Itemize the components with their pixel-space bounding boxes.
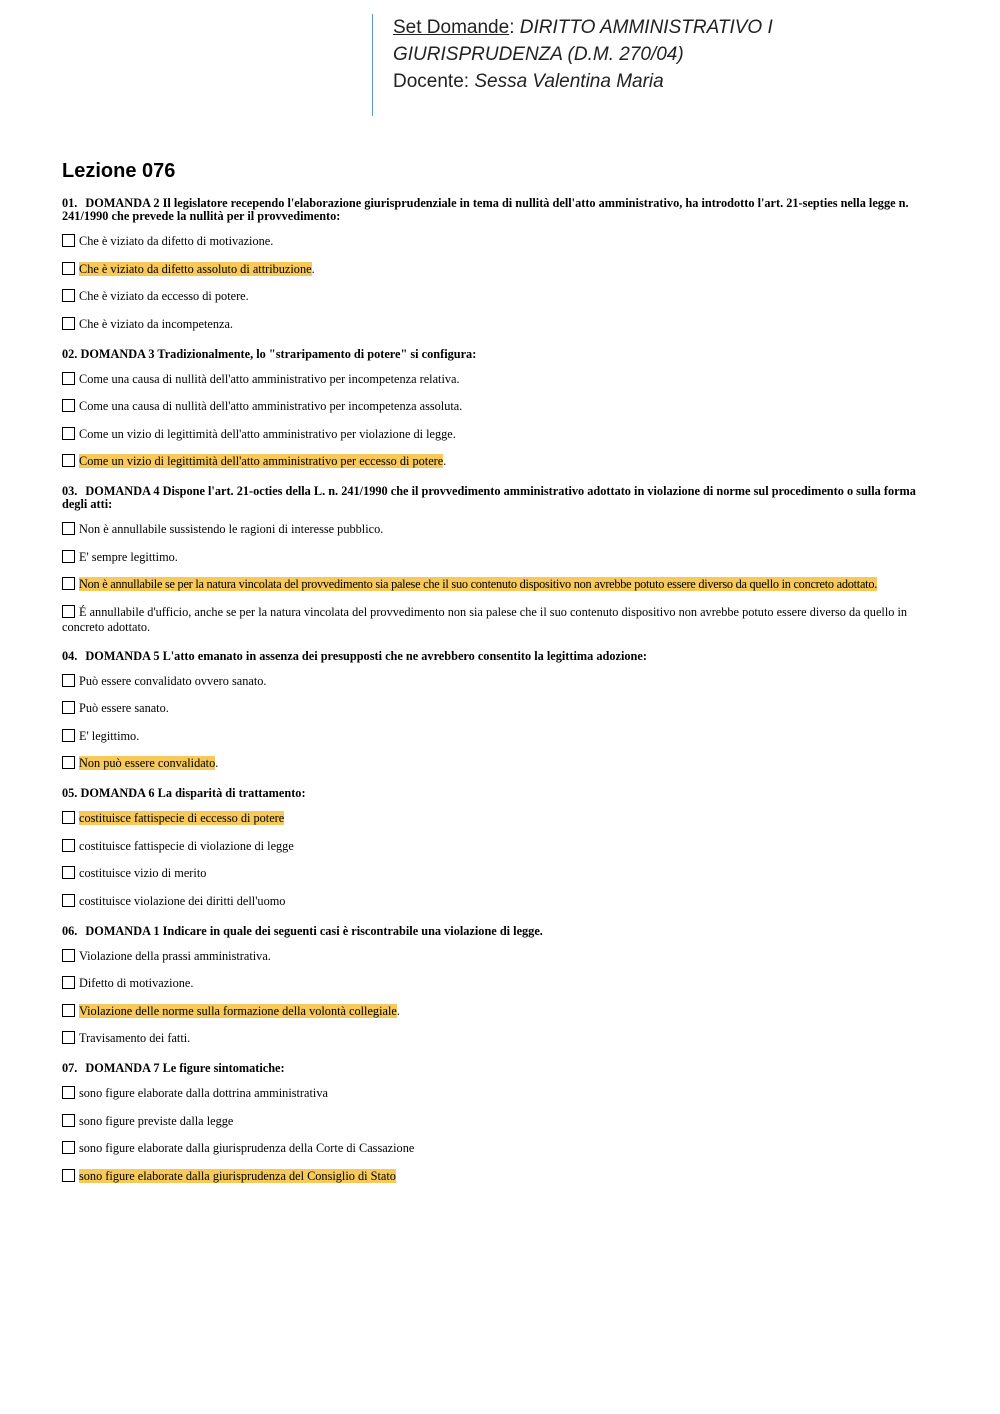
question-body: DOMANDA 7 Le figure sintomatiche: <box>85 1061 285 1075</box>
answer-text: Che è viziato da difetto di motivazione. <box>79 234 274 248</box>
answer-text: Come una causa di nullità dell'atto amministrativo per incompetenza relativa. <box>79 371 460 386</box>
question-body: DOMANDA 6 La disparità di trattamento: <box>80 786 306 800</box>
answer-checkbox[interactable] <box>62 522 75 535</box>
answer-text: É annullabile d'ufficio, anche se per la natura vincolata del provvedimento non sia palese che il suo contenuto dispositivo non avrebbe potuto essere diverso da quello in concreto adottato. <box>62 604 908 634</box>
answer-option-correct <box>62 262 938 278</box>
question-text <box>62 925 938 938</box>
answer-checkbox[interactable] <box>62 839 75 852</box>
subject-line <box>393 41 773 68</box>
answer-option-correct <box>62 454 938 470</box>
question-body: DOMANDA 1 Indicare in quale dei seguenti casi è riscontrabile una violazione di legge. <box>85 923 543 938</box>
answer-text: Travisamento dei fatti. <box>79 1031 191 1045</box>
question-text <box>62 787 938 800</box>
answer-checkbox[interactable] <box>62 866 75 879</box>
answer-checkbox[interactable] <box>62 427 75 440</box>
answer-suffix: . <box>311 261 315 276</box>
question-text <box>62 650 938 663</box>
answer-option <box>62 1031 938 1047</box>
answer-checkbox[interactable] <box>62 811 75 824</box>
answer-checkbox[interactable] <box>62 289 75 302</box>
answer-checkbox[interactable] <box>62 372 75 385</box>
teacher-label: Docente: <box>393 71 475 92</box>
answer-option <box>62 701 938 717</box>
answer-checkbox[interactable] <box>62 605 75 618</box>
question <box>62 348 938 471</box>
answer-text: Come una causa di nullità dell'atto amministrativo per incompetenza assoluta. <box>79 399 463 413</box>
answer-option-correct <box>62 577 938 593</box>
set-label: Set Domande <box>393 17 510 38</box>
question-text <box>62 1062 938 1075</box>
answer-text: sono figure previste dalla legge <box>79 1113 234 1128</box>
answer-checkbox[interactable] <box>62 399 75 412</box>
answer-suffix: . <box>443 454 447 468</box>
answer-option <box>62 317 938 333</box>
answer-checkbox[interactable] <box>62 1031 75 1044</box>
answer-text-highlighted: Che è viziato da difetto assoluto di attribuzione <box>79 261 312 276</box>
question <box>62 650 938 773</box>
answer-option <box>62 550 938 566</box>
subject-line-1: DIRITTO AMMINISTRATIVO I <box>519 17 773 38</box>
answer-text: Che è viziato da incompetenza. <box>79 316 233 331</box>
answer-checkbox[interactable] <box>62 756 75 769</box>
answer-text: Violazione della prassi amministrativa. <box>79 948 271 963</box>
question-number: 07. <box>62 1061 78 1075</box>
answer-option-correct <box>62 1169 938 1185</box>
answer-option <box>62 1086 938 1102</box>
answer-text: Come un vizio di legittimità dell'atto amministrativo per violazione di legge. <box>79 426 456 441</box>
answer-option <box>62 427 938 443</box>
answer-checkbox[interactable] <box>62 550 75 563</box>
answer-option <box>62 522 938 538</box>
answer-text: costituisce vizio di merito <box>79 866 207 880</box>
answer-checkbox[interactable] <box>62 262 75 275</box>
answer-text: costituisce violazione dei diritti dell'uomo <box>79 893 286 908</box>
answer-text-highlighted: Come un vizio di legittimità dell'atto amministrativo per eccesso di potere <box>79 454 444 468</box>
question <box>62 197 938 333</box>
answer-checkbox[interactable] <box>62 1086 75 1099</box>
answer-text: Che è viziato da eccesso di potere. <box>79 289 249 303</box>
answer-text: E' legittimo. <box>79 728 140 743</box>
question-text <box>62 348 938 361</box>
question <box>62 1062 938 1185</box>
answer-option-correct <box>62 811 938 827</box>
question-number: 06. <box>62 923 78 938</box>
question-number: 05. <box>62 786 78 800</box>
answer-text-highlighted: Violazione delle norme sulla formazione della volontà collegiale <box>79 1003 397 1018</box>
lesson-title: Lezione 076 <box>62 160 176 182</box>
answer-option <box>62 674 938 690</box>
answer-checkbox[interactable] <box>62 976 75 989</box>
question-number: 04. <box>62 648 78 663</box>
answer-text-highlighted: sono figure elaborate dalla giurisprudenza del Consiglio di Stato <box>79 1168 396 1183</box>
question-body: DOMANDA 2 Il legislatore recependo l'elaborazione giurisprudenziale in tema di nullità dell'atto amministrativo, ha introdotto l'art. 21-septies nella legge n. 241/1990 che prevede la nullità per il provvedimento: <box>62 196 909 223</box>
answer-checkbox[interactable] <box>62 949 75 962</box>
answer-checkbox[interactable] <box>62 1114 75 1127</box>
answer-option <box>62 839 938 855</box>
answer-text: sono figure elaborate dalla dottrina amministrativa <box>79 1086 328 1100</box>
answer-option <box>62 866 938 882</box>
answer-text: sono figure elaborate dalla giurisprudenza della Corte di Cassazione <box>79 1141 415 1155</box>
question-text <box>62 485 938 511</box>
answer-text-highlighted: Non è annullabile se per la natura vincolata del provvedimento sia palese che il suo contenuto dispositivo non avrebbe potuto essere diverso da quello in concreto adottato. <box>79 577 878 591</box>
answer-option <box>62 949 938 965</box>
answer-checkbox[interactable] <box>62 1141 75 1154</box>
answer-text: Può essere convalidato ovvero sanato. <box>79 673 267 688</box>
answer-text-highlighted: costituisce fattispecie di eccesso di potere <box>79 811 285 825</box>
answer-text: Può essere sanato. <box>79 701 169 715</box>
set-separator: : <box>509 17 520 38</box>
question-number: 03. <box>62 484 78 498</box>
answer-checkbox[interactable] <box>62 317 75 330</box>
answer-option <box>62 605 938 635</box>
answer-option <box>62 1114 938 1130</box>
question-number: 01. <box>62 196 78 210</box>
answer-option <box>62 399 938 415</box>
answer-text: costituisce fattispecie di violazione di legge <box>79 838 294 853</box>
answer-text: E' sempre legittimo. <box>79 549 178 564</box>
answer-option <box>62 234 938 250</box>
answer-checkbox[interactable] <box>62 674 75 687</box>
answer-option <box>62 372 938 388</box>
answer-checkbox[interactable] <box>62 1169 75 1182</box>
question <box>62 485 938 635</box>
question-body: DOMANDA 3 Tradizionalmente, lo "straripamento di potere" si configura: <box>80 346 477 361</box>
question-list <box>62 197 938 1200</box>
question-body: DOMANDA 4 Dispone l'art. 21-octies della L. n. 241/1990 che il provvedimento amministrativo adottato in violazione di norme sul procedimento o sulla forma degli atti: <box>62 484 916 511</box>
document-header <box>372 14 773 116</box>
answer-checkbox[interactable] <box>62 234 75 247</box>
answer-checkbox[interactable] <box>62 701 75 714</box>
answer-option-correct <box>62 756 938 772</box>
answer-text: Difetto di motivazione. <box>79 976 194 990</box>
question-number: 02. <box>62 346 78 361</box>
question <box>62 925 938 1048</box>
answer-suffix: . <box>396 1003 400 1018</box>
question <box>62 787 938 910</box>
answer-option-correct <box>62 1004 938 1020</box>
subject-line-2: GIURISPRUDENZA (D.M. 270/04) <box>393 44 684 65</box>
answer-suffix: . <box>215 756 219 770</box>
set-line <box>393 14 773 41</box>
answer-option <box>62 289 938 305</box>
answer-option <box>62 976 938 992</box>
teacher-name: Sessa Valentina Maria <box>474 71 664 92</box>
answer-text: Non è annullabile sussistendo le ragioni di interesse pubblico. <box>79 522 384 536</box>
answer-checkbox[interactable] <box>62 894 75 907</box>
question-body: DOMANDA 5 L'atto emanato in assenza dei presupposti che ne avrebbero consentito la legittima adozione: <box>85 648 647 663</box>
answer-checkbox[interactable] <box>62 1004 75 1017</box>
answer-option <box>62 1141 938 1157</box>
teacher-line <box>393 68 773 95</box>
answer-option <box>62 729 938 745</box>
answer-checkbox[interactable] <box>62 729 75 742</box>
question-text <box>62 197 938 223</box>
answer-checkbox[interactable] <box>62 454 75 467</box>
answer-checkbox[interactable] <box>62 577 75 590</box>
answer-text-highlighted: Non può essere convalidato <box>79 756 216 770</box>
answer-option <box>62 894 938 910</box>
